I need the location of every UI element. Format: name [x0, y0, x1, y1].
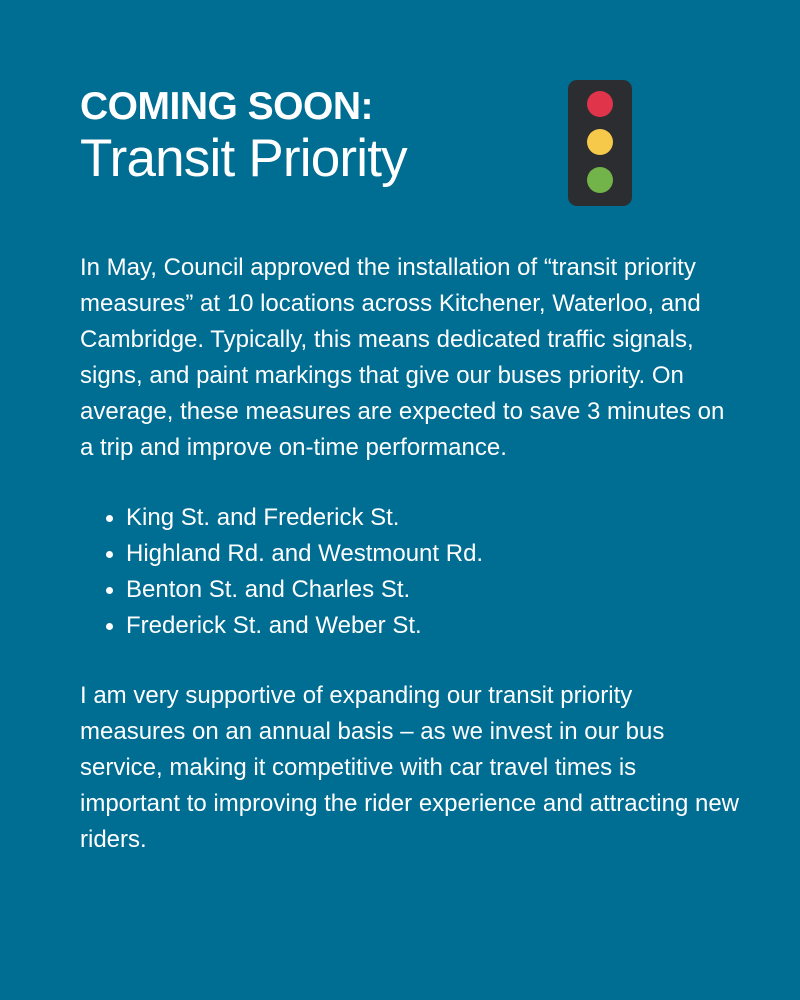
page-title: Transit Priority: [80, 129, 407, 188]
list-item: King St. and Frederick St.: [126, 500, 740, 536]
kicker-heading: COMING SOON:: [80, 85, 373, 128]
locations-list: [80, 500, 740, 644]
red-light: [587, 91, 613, 117]
list-item: Benton St. and Charles St.: [126, 572, 740, 608]
closing-paragraph: I am very supportive of expanding our transit priority measures on an annual basis – as we invest in our bus service, making it competitive with car travel times is important to improving the rider experience and attracting new riders.: [80, 682, 740, 853]
green-light: [587, 167, 613, 193]
yellow-light: [587, 129, 613, 155]
list-item: Highland Rd. and Westmount Rd.: [126, 536, 740, 572]
list-item: Frederick St. and Weber St.: [126, 608, 740, 644]
intro-paragraph: In May, Council approved the installation of “transit priority measures” at 10 locations across Kitchener, Waterloo, and Cambridge. Typically, this means dedicated traffic signals, signs, and paint markings that give our buses priority. On average, these measures are expected to save 3 minutes on a trip and improve on-time performance.: [80, 254, 725, 461]
traffic-light-icon: [568, 80, 632, 206]
header: [80, 86, 540, 188]
article-body: [80, 250, 740, 858]
